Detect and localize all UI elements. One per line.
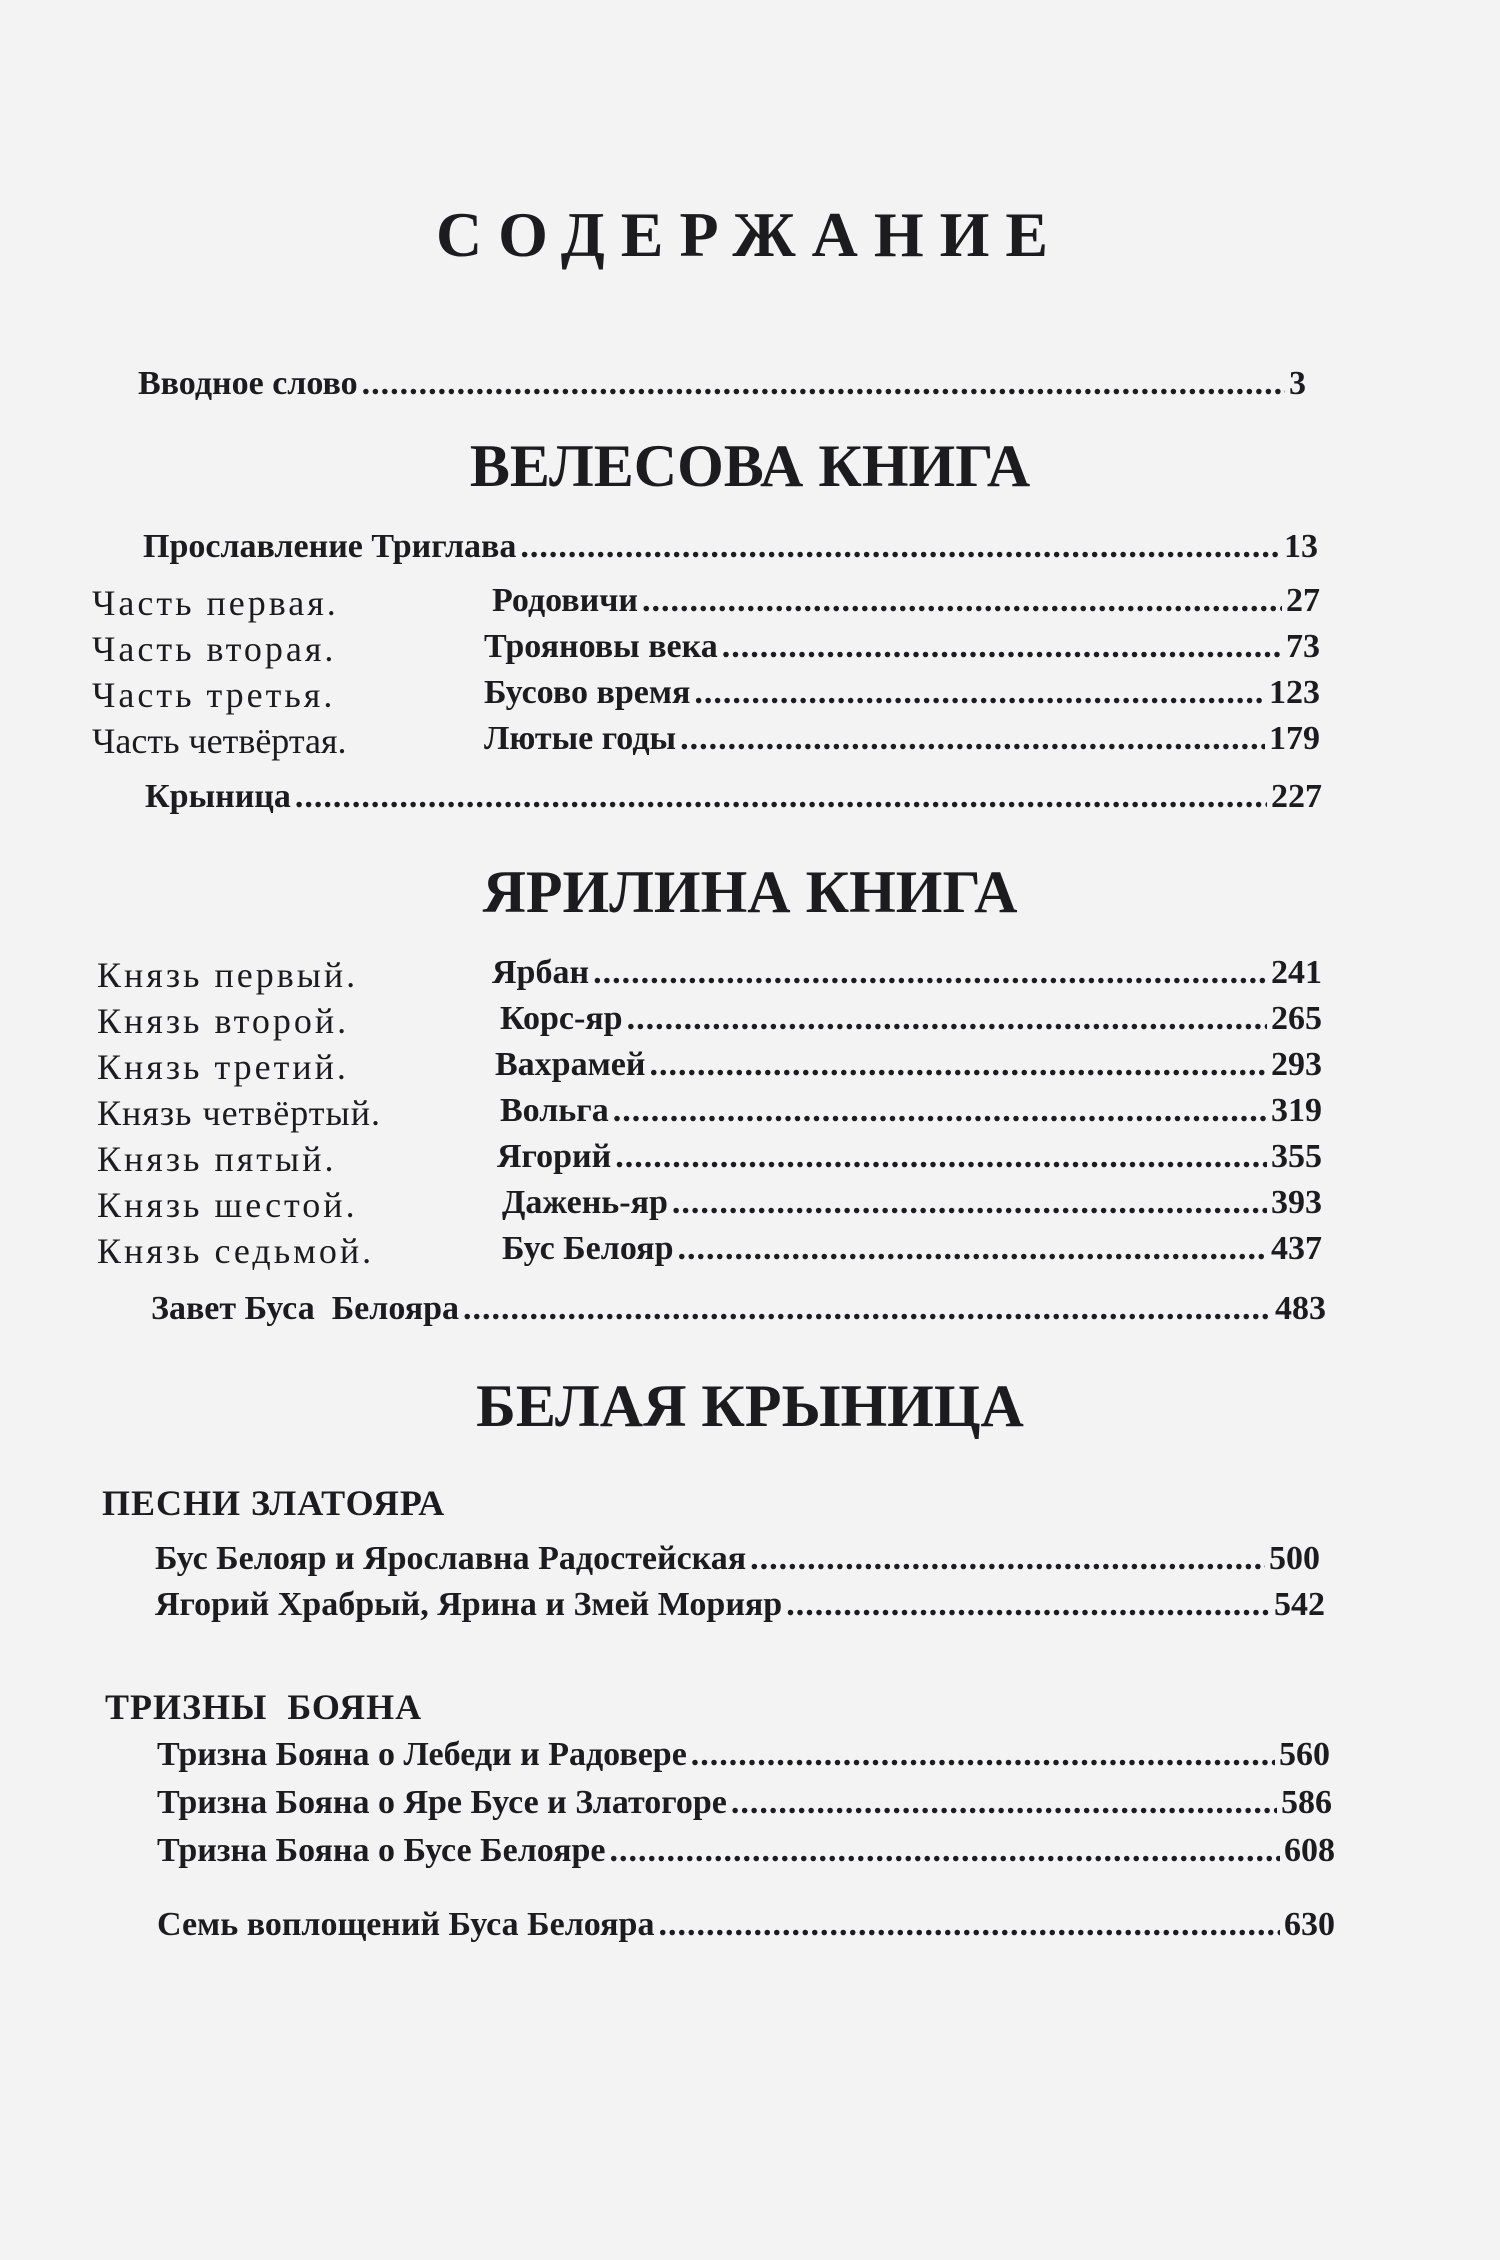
entry-title: Дажень-яр <box>502 1184 668 1221</box>
toc-entry-trizna[interactable] <box>157 1784 1332 1830</box>
entry-title: Бус Белояр <box>502 1230 674 1267</box>
entry-page: 608 <box>1284 1832 1335 1869</box>
entry-page: 73 <box>1286 628 1320 665</box>
entry-page: 437 <box>1271 1230 1322 1267</box>
toc-entry-prince[interactable] <box>97 1092 1322 1138</box>
dot-leader <box>362 365 1285 403</box>
entry-label: Часть первая. <box>92 583 339 623</box>
entry-title: Тризна Бояна о Яре Бусе и Златогоре <box>157 1784 727 1821</box>
entry-page: 355 <box>1271 1138 1322 1175</box>
dot-leader <box>677 1230 1267 1268</box>
entry-page: 227 <box>1271 778 1322 815</box>
toc-entry-prince[interactable] <box>97 1046 1322 1092</box>
entry-label: Часть четвёртая. <box>92 721 347 761</box>
entry-label: Князь второй. <box>97 1001 350 1041</box>
dot-leader <box>520 528 1280 566</box>
page-title: СОДЕРЖАНИЕ <box>435 199 1065 270</box>
entry-title: Бус Белояр и Ярославна Радостейская <box>155 1540 747 1577</box>
section-heading-velesova: ВЕЛЕСОВА КНИГА <box>469 433 1031 499</box>
entry-title: Лютые годы <box>484 720 677 757</box>
entry-page: 542 <box>1274 1586 1325 1623</box>
entry-page: 179 <box>1269 720 1320 757</box>
entry-page: 630 <box>1284 1906 1335 1943</box>
dot-leader <box>613 1092 1267 1130</box>
entry-page: 3 <box>1289 365 1306 402</box>
subsection-heading-songs: ПЕСНИ ЗЛАТОЯРА <box>102 1483 446 1523</box>
section-heading-belaya: БЕЛАЯ КРЫНИЦА <box>476 1373 1024 1439</box>
toc-entry-trizna[interactable] <box>157 1832 1335 1878</box>
toc-entry-prince[interactable] <box>97 954 1322 1000</box>
entry-page: 27 <box>1286 582 1320 619</box>
dot-leader <box>593 954 1267 992</box>
entry-label: Князь третий. <box>97 1047 349 1087</box>
dot-leader <box>295 778 1267 816</box>
entry-title: Завет Буса Белояра <box>151 1290 459 1327</box>
toc-entry-song[interactable] <box>155 1586 1325 1632</box>
dot-leader <box>615 1138 1267 1176</box>
entry-page: 483 <box>1275 1290 1326 1327</box>
dot-leader <box>786 1586 1270 1624</box>
toc-entry-intro[interactable] <box>138 365 1306 411</box>
entry-label: Князь пятый. <box>97 1139 337 1179</box>
toc-entry-prince[interactable] <box>97 1230 1322 1276</box>
dot-leader <box>627 1000 1267 1038</box>
entry-page: 560 <box>1279 1736 1330 1773</box>
dot-leader <box>672 1184 1267 1222</box>
entry-title: Вводное слово <box>138 365 358 402</box>
entry-title: Бусово время <box>484 674 691 711</box>
entry-page: 586 <box>1281 1784 1332 1821</box>
entry-page: 265 <box>1271 1000 1322 1037</box>
dot-leader <box>680 720 1265 758</box>
section-heading-yarilina: ЯРИЛИНА КНИГА <box>482 859 1018 925</box>
toc-entry-song[interactable] <box>155 1540 1320 1586</box>
subsection-heading-trizny: ТРИЗНЫ БОЯНА <box>105 1687 423 1727</box>
entry-page: 500 <box>1269 1540 1320 1577</box>
entry-page: 393 <box>1271 1184 1322 1221</box>
entry-title: Вахрамей <box>495 1046 646 1083</box>
toc-entry-seven[interactable] <box>157 1906 1335 1952</box>
toc-entry-part[interactable] <box>92 720 1320 766</box>
entry-title: Крыница <box>145 778 291 815</box>
dot-leader <box>649 1046 1267 1084</box>
entry-page: 293 <box>1271 1046 1322 1083</box>
toc-entry-part[interactable] <box>92 674 1320 720</box>
entry-title: Тризна Бояна о Лебеди и Радовере <box>157 1736 687 1773</box>
entry-label: Князь седьмой. <box>97 1231 375 1271</box>
entry-title: Семь воплощений Буса Белояра <box>157 1906 655 1943</box>
entry-title: Тризна Бояна о Бусе Белояре <box>157 1832 606 1869</box>
entry-label: Князь шестой. <box>97 1185 358 1225</box>
toc-entry-prince[interactable] <box>97 1184 1322 1230</box>
toc-entry-testament[interactable] <box>151 1290 1326 1336</box>
entry-title: Ярбан <box>492 954 590 991</box>
dot-leader <box>731 1784 1277 1822</box>
toc-entry-prince[interactable] <box>97 1000 1322 1046</box>
toc-entry-praise[interactable] <box>143 528 1318 574</box>
entry-page: 319 <box>1271 1092 1322 1129</box>
dot-leader <box>694 674 1265 712</box>
entry-page: 123 <box>1269 674 1320 711</box>
toc-entry-trizna[interactable] <box>157 1736 1330 1782</box>
entry-title: Ягорий <box>497 1138 612 1175</box>
entry-page: 13 <box>1284 528 1318 565</box>
dot-leader <box>750 1540 1265 1578</box>
entry-label: Князь первый. <box>97 955 359 995</box>
dot-leader <box>642 582 1282 620</box>
entry-label: Князь четвёртый. <box>97 1093 381 1133</box>
dot-leader <box>691 1736 1275 1774</box>
entry-title: Корс-яр <box>500 1000 623 1037</box>
entry-title: Прославление Триглава <box>143 528 517 565</box>
dot-leader <box>722 628 1282 666</box>
toc-entry-part[interactable] <box>92 582 1320 628</box>
entry-label: Часть вторая. <box>92 629 337 669</box>
dot-leader <box>610 1832 1280 1870</box>
toc-entry-part[interactable] <box>92 628 1320 674</box>
entry-title: Родовичи <box>492 582 639 619</box>
entry-label: Часть третья. <box>92 675 336 715</box>
entry-title: Ягорий Храбрый, Ярина и Змей Морияр <box>155 1586 783 1623</box>
toc-entry-krynitsa[interactable] <box>145 778 1322 824</box>
entry-page: 241 <box>1271 954 1322 991</box>
dot-leader <box>658 1906 1280 1944</box>
dot-leader <box>463 1290 1271 1328</box>
entry-title: Трояновы века <box>484 628 718 665</box>
entry-title: Вольга <box>500 1092 609 1129</box>
toc-entry-prince[interactable] <box>97 1138 1322 1184</box>
